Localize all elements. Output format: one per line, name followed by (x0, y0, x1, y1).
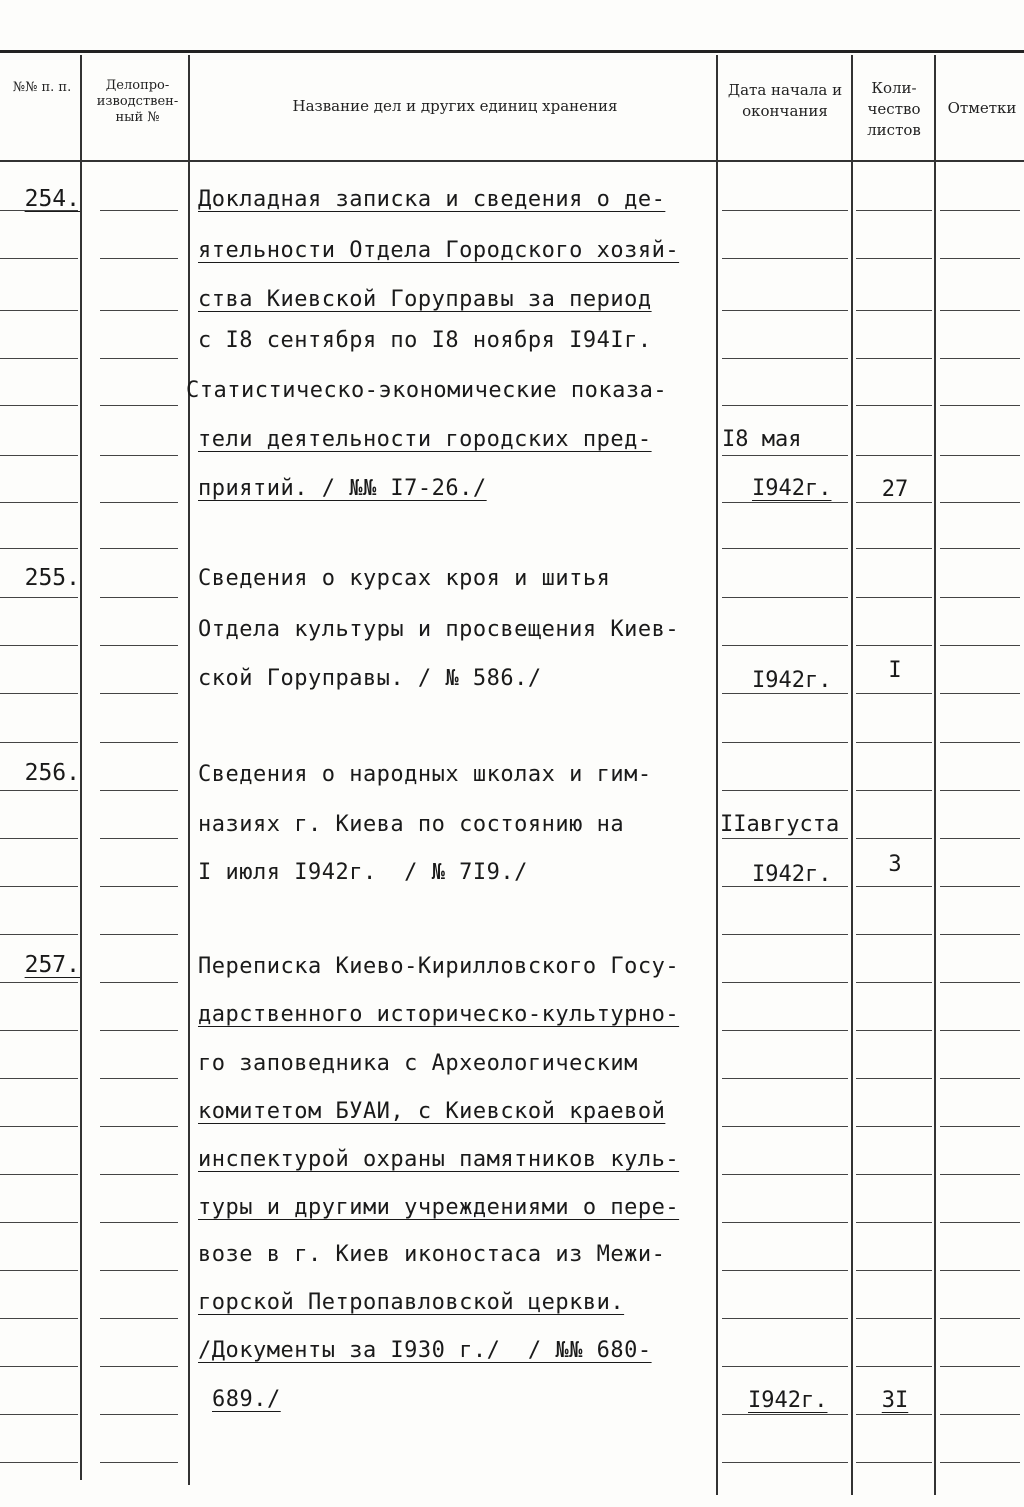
row-rule (940, 838, 1020, 839)
record-date-start: I8 мая (722, 427, 802, 452)
row-rule (0, 645, 78, 646)
row-rule (722, 548, 848, 549)
row-rule (100, 597, 178, 598)
row-rule (856, 358, 932, 359)
row-rule (722, 455, 848, 456)
row-rule (0, 1366, 78, 1367)
row-rule (856, 790, 932, 791)
row-rule (856, 405, 932, 406)
row-rule (856, 1318, 932, 1319)
record-title-line: с I8 сентября по I8 ноября I94Iг. (198, 328, 652, 353)
row-rule (0, 1030, 78, 1031)
row-rule (100, 1414, 178, 1415)
row-rule (722, 1174, 848, 1175)
row-rule (856, 693, 932, 694)
column-divider (934, 55, 936, 1495)
row-rule (856, 1270, 932, 1271)
record-date-end: I942г. (752, 862, 832, 887)
row-rule (0, 742, 78, 743)
row-rule (722, 1222, 848, 1223)
row-rule (0, 258, 78, 259)
row-rule (722, 982, 848, 983)
row-rule (0, 1414, 78, 1415)
row-rule (722, 1366, 848, 1367)
row-rule (940, 1126, 1020, 1127)
record-title-line: тели деятельности городских пред- (198, 427, 652, 452)
column-divider (80, 55, 82, 1480)
row-rule (940, 693, 1020, 694)
row-rule (0, 455, 78, 456)
row-rule (856, 210, 932, 211)
row-rule (722, 502, 848, 503)
record-sheet-count: 3 (888, 852, 902, 877)
row-rule (100, 548, 178, 549)
row-rule (0, 1222, 78, 1223)
row-rule (100, 1318, 178, 1319)
record-date-end: I942г. (748, 1388, 828, 1413)
record-sheet-count: 3I (881, 1388, 909, 1413)
row-rule (0, 886, 78, 887)
row-rule (722, 310, 848, 311)
row-rule (940, 455, 1020, 456)
record-title-line: 689./ (212, 1387, 281, 1412)
row-rule (100, 1174, 178, 1175)
record-title-line: Переписка Киево-Кирилловского Госу- (198, 954, 680, 979)
column-divider (851, 55, 853, 1495)
row-rule (0, 548, 78, 549)
row-rule (722, 1126, 848, 1127)
row-rule (0, 1462, 78, 1463)
row-rule (856, 455, 932, 456)
row-rule (722, 597, 848, 598)
row-rule (940, 1318, 1020, 1319)
row-rule (722, 210, 848, 211)
row-rule (856, 934, 932, 935)
row-rule (722, 405, 848, 406)
record-title-line: Сведения о народных школах и гим- (198, 762, 652, 787)
row-rule (100, 1270, 178, 1271)
column-divider (188, 55, 190, 1485)
row-rule (0, 934, 78, 935)
row-rule (856, 1126, 932, 1127)
row-rule (0, 597, 78, 598)
row-rule (0, 502, 78, 503)
row-rule (722, 258, 848, 259)
row-rule (100, 1078, 178, 1079)
row-rule (722, 645, 848, 646)
row-rule (940, 502, 1020, 503)
row-rule (940, 1222, 1020, 1223)
row-rule (100, 886, 178, 887)
record-title-line: Докладная записка и сведения о де- (198, 187, 666, 212)
record-title-line: приятий. / №№ I7-26./ (198, 476, 487, 501)
row-rule (856, 310, 932, 311)
header-dates: Дата начала и окончания (727, 81, 843, 120)
row-rule (940, 982, 1020, 983)
record-date-end: I942г. (752, 476, 832, 501)
record-date-start: IIавгуста (720, 812, 840, 837)
row-rule (856, 1414, 932, 1415)
row-rule (940, 1078, 1020, 1079)
row-rule (940, 1030, 1020, 1031)
row-rule (722, 1270, 848, 1271)
row-rule (0, 310, 78, 311)
row-rule (940, 210, 1020, 211)
row-rule (856, 645, 932, 646)
row-rule (100, 502, 178, 503)
header-bottom-border (0, 160, 1024, 162)
header-item-number: №№ п. п. (12, 80, 72, 95)
record-date-end: I942г. (752, 668, 832, 693)
record-title-line: возе в г. Киев иконостаса из Межи- (198, 1242, 666, 1267)
row-rule (722, 1318, 848, 1319)
record-title-line: I июля I942г. / № 7I9./ (198, 860, 528, 885)
row-rule (0, 1318, 78, 1319)
row-rule (856, 1174, 932, 1175)
row-rule (722, 358, 848, 359)
row-rule (940, 548, 1020, 549)
row-rule (940, 310, 1020, 311)
row-rule (940, 1462, 1020, 1463)
row-rule (100, 405, 178, 406)
row-rule (100, 934, 178, 935)
row-rule (856, 597, 932, 598)
row-rule (722, 693, 848, 694)
row-rule (940, 405, 1020, 406)
row-rule (100, 645, 178, 646)
row-rule (856, 1222, 932, 1223)
row-rule (100, 693, 178, 694)
row-rule (100, 1126, 178, 1127)
row-rule (100, 790, 178, 791)
row-rule (856, 982, 932, 983)
row-rule (100, 1222, 178, 1223)
row-rule (940, 1366, 1020, 1367)
row-rule (856, 886, 932, 887)
row-rule (722, 1078, 848, 1079)
row-rule (722, 1462, 848, 1463)
row-rule (100, 310, 178, 311)
record-title-line: горской Петропавловской церкви. (198, 1290, 625, 1315)
row-rule (0, 790, 78, 791)
record-title-line: Статистическо-экономические показа- (186, 378, 668, 403)
record-title-line: ства Киевской Горуправы за период (198, 287, 652, 312)
row-rule (940, 1414, 1020, 1415)
row-rule (940, 645, 1020, 646)
row-rule (0, 982, 78, 983)
header-remarks: Отметки (947, 99, 1017, 117)
row-rule (856, 742, 932, 743)
row-rule (100, 1030, 178, 1031)
row-rule (856, 548, 932, 549)
row-rule (722, 838, 848, 839)
record-number: 255. (24, 565, 80, 591)
row-rule (722, 934, 848, 935)
table-top-border (0, 50, 1024, 53)
row-rule (856, 258, 932, 259)
row-rule (100, 258, 178, 259)
record-number: 257. (24, 952, 80, 978)
row-rule (856, 1078, 932, 1079)
row-rule (100, 1366, 178, 1367)
row-rule (856, 502, 932, 503)
header-title: Название дел и других единиц хранения (292, 97, 618, 115)
row-rule (100, 210, 178, 211)
row-rule (940, 742, 1020, 743)
record-title-line: /Документы за I930 г./ / №№ 680- (198, 1338, 652, 1363)
row-rule (100, 838, 178, 839)
row-rule (0, 1270, 78, 1271)
record-title-line: инспектурой охраны памятников куль- (198, 1147, 680, 1172)
record-title-line: ской Горуправы. / № 586./ (198, 666, 542, 691)
record-title-line: дарственного историческо-культурно- (198, 1002, 680, 1027)
row-rule (940, 1270, 1020, 1271)
row-rule (940, 597, 1020, 598)
row-rule (722, 742, 848, 743)
row-rule (940, 886, 1020, 887)
record-number: 254. (24, 186, 80, 212)
row-rule (100, 982, 178, 983)
row-rule (722, 1414, 848, 1415)
record-sheet-count: I (888, 658, 902, 683)
row-rule (100, 358, 178, 359)
row-rule (856, 838, 932, 839)
row-rule (940, 934, 1020, 935)
header-office-number: Делопро- изводствен- ный № (96, 78, 179, 125)
row-rule (856, 1030, 932, 1031)
row-rule (940, 1174, 1020, 1175)
row-rule (940, 258, 1020, 259)
row-rule (0, 1126, 78, 1127)
record-number: 256. (24, 760, 80, 786)
row-rule (940, 358, 1020, 359)
row-rule (0, 358, 78, 359)
record-title-line: ятельности Отдела Городского хозяй- (198, 238, 680, 263)
row-rule (940, 790, 1020, 791)
record-title-line: Сведения о курсах кроя и шитья (198, 566, 611, 591)
row-rule (0, 1078, 78, 1079)
row-rule (0, 693, 78, 694)
header-sheet-count: Коли- чество листов (867, 79, 921, 139)
row-rule (0, 838, 78, 839)
row-rule (0, 405, 78, 406)
row-rule (722, 790, 848, 791)
record-title-line: комитетом БУАИ, с Киевской краевой (198, 1099, 666, 1124)
row-rule (100, 742, 178, 743)
record-title-line: туры и другими учреждениями о пере- (198, 1195, 680, 1220)
row-rule (100, 455, 178, 456)
record-sheet-count: 27 (881, 477, 909, 502)
row-rule (100, 1462, 178, 1463)
record-title-line: го заповедника с Археологическим (198, 1051, 638, 1076)
row-rule (722, 1030, 848, 1031)
record-title-line: Отдела культуры и просвещения Киев- (198, 617, 680, 642)
record-title-line: назиях г. Киева по состоянию на (198, 812, 625, 837)
row-rule (856, 1462, 932, 1463)
row-rule (856, 1366, 932, 1367)
row-rule (0, 1174, 78, 1175)
column-divider (716, 55, 718, 1495)
